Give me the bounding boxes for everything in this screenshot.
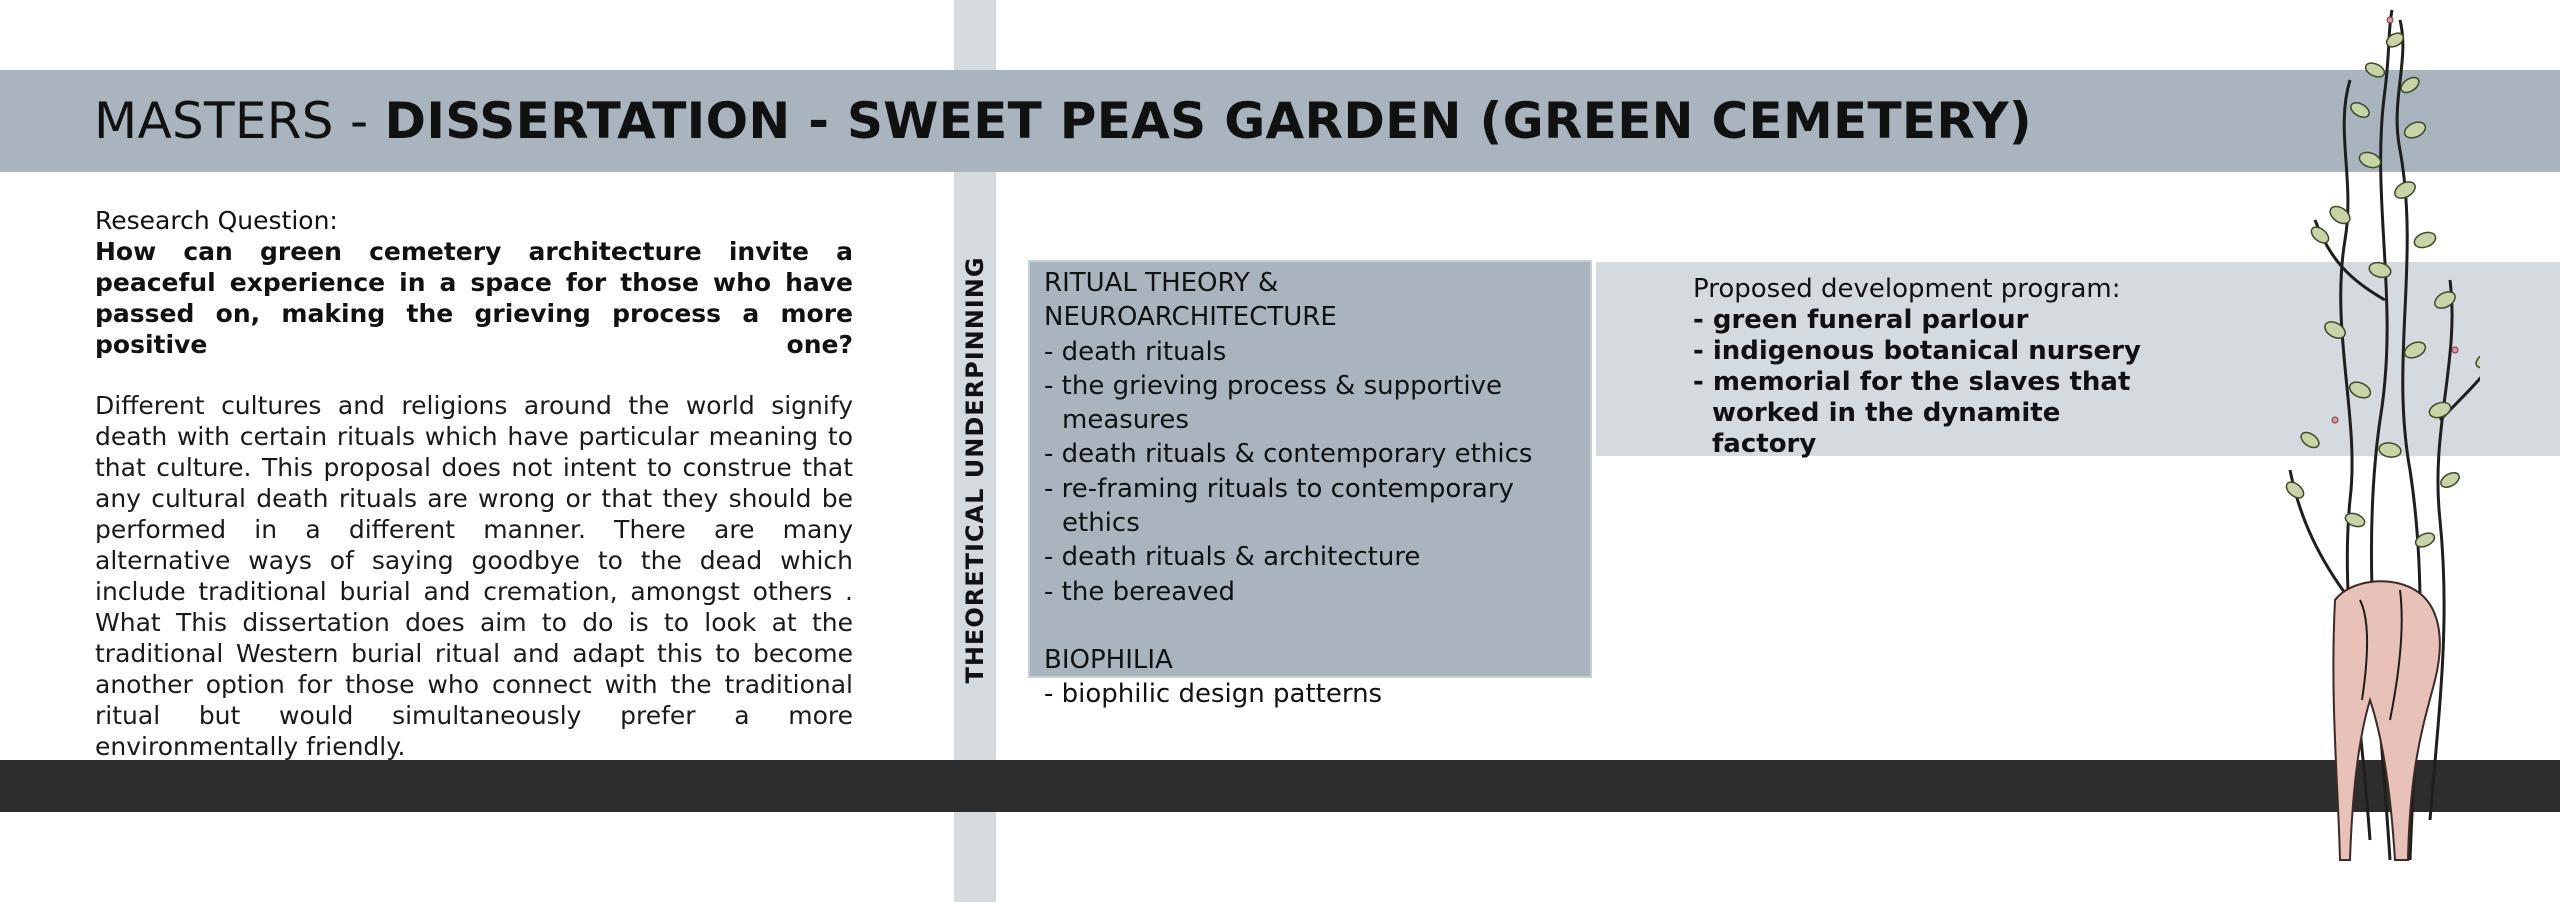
theory-item: - biophilic design patterns [1044,679,1383,710]
theory-heading-ritual: RITUAL THEORY & NEUROARCHITECTURE [1044,268,1337,333]
title-prefix: MASTERS - [94,92,385,150]
development-program [1693,274,2141,460]
theory-item: - the grieving process & supportive measures [1044,370,1502,436]
theory-item: - death rituals & architecture [1044,542,1421,573]
footer-band [0,760,2560,812]
program-item: - memorial for the slaves that worked in the dynamite factory [1693,367,2131,459]
program-item: - indigenous botanical nursery [1693,336,2141,366]
theoretical-underpinning-label: THEORETICAL UNDERPINNING [961,256,989,684]
plant-illustration [2240,0,2480,902]
page-title [94,86,2032,156]
research-question-label: Research Question: [95,206,338,235]
theory-box [1028,260,1592,710]
title-main: DISSERTATION - SWEET PEAS GARDEN (GREEN CEMETERY) [384,92,2033,150]
program-item: - green funeral parlour [1693,305,2029,335]
theory-item: - death rituals [1044,336,1227,367]
theory-item: - death rituals & contemporary ethics [1044,439,1533,470]
theory-heading-biophilia: BIOPHILIA [1044,644,1173,675]
theory-item: - the bereaved [1044,576,1236,607]
research-body: Different cultures and religions around the world signify death with certain rituals which have particular meaning to that culture. This proposal does not intent to construe that any cultural death rituals are wrong or that they should be performed in a different manner. There are many alternative ways of saying goodbye to the dead which include traditional burial and cremation, amongst others . What This dissertation does aim to do is to look at the traditional Western burial ritual and adapt this to become another option for those who connect with the traditional ritual but would simultaneously prefer a more environmentally friendly. [95,391,853,761]
program-heading: Proposed development program: [1693,274,2121,304]
research-section [95,205,853,762]
spacer [1044,609,1576,643]
theory-item: - re-framing rituals to contemporary ethics [1044,473,1514,539]
research-question: How can green cemetery architecture invite a peaceful experience in a space for those who have passed on, making the grieving process a more positive one? [95,237,853,359]
